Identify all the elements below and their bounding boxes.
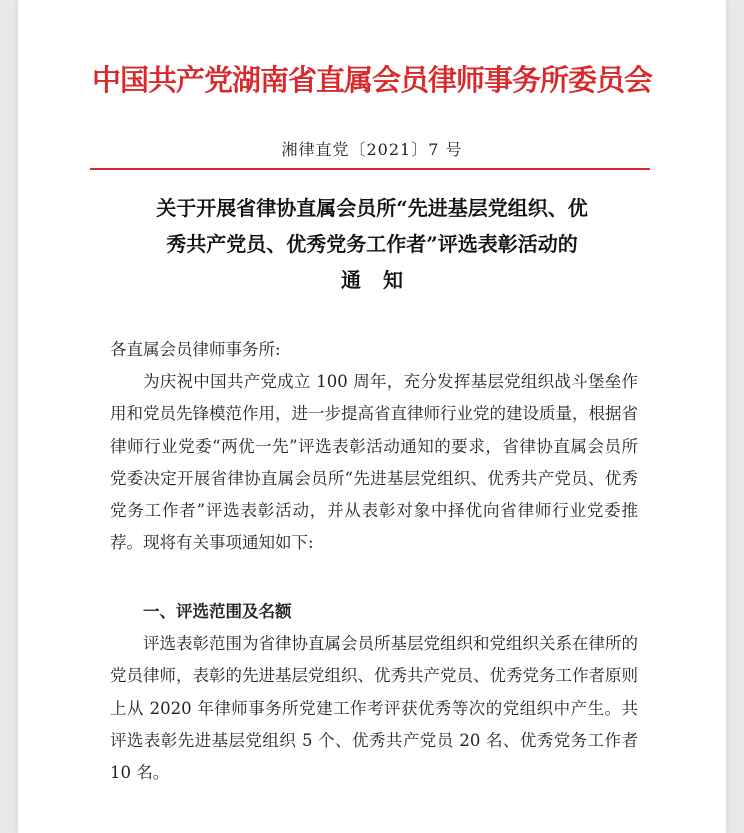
red-divider: [90, 168, 650, 170]
paragraph-intro: 为庆祝中国共产党成立 100 周年，充分发挥基层党组织战斗堡垒作用和党员先锋模范作用，进一步提高省直律师行业党的建设质量，根据省律师行业党委“两优一先”评选表彰活动通知的要求，省律协直属会员所党委决定开展省律协直属会员所“先进基层党组织、优秀共产党员、优秀党务工作者”评选表彰活动，并从表彰对象中择优向省律师行业党委推荐。现将有关事项通知如下:: [110, 372, 638, 553]
document-title: [78, 190, 666, 298]
org-header: 中国共产党湖南省直属会员律师事务所委员会: [91, 63, 652, 97]
title-line-1: 关于开展省律协直属会员所“先进基层党组织、优: [156, 196, 588, 220]
title-line-2: 秀共产党员、优秀党务工作者”评选表彰活动的: [166, 232, 578, 256]
document-page: [18, 0, 726, 833]
paragraph-scope: 评选表彰范围为省律协直属会员所基层党组织和党组织关系在律所的党员律师，表彰的先进基层党组织、优秀共产党员、优秀党务工作者原则上从 2020 年律师事务所党建工作考评获优秀等次的党组织中产生。共评选表彰先进基层党组织 5 个、优秀共产党员 20 名、优秀党务工作者 10 名。: [110, 634, 638, 783]
salutation: 各直属会员律师事务所:: [110, 340, 281, 359]
title-line-3: 通知: [341, 268, 425, 292]
section-heading: 一、评选范围及名额: [143, 602, 292, 621]
document-number: 湘律直党〔2021〕7 号: [281, 140, 463, 159]
